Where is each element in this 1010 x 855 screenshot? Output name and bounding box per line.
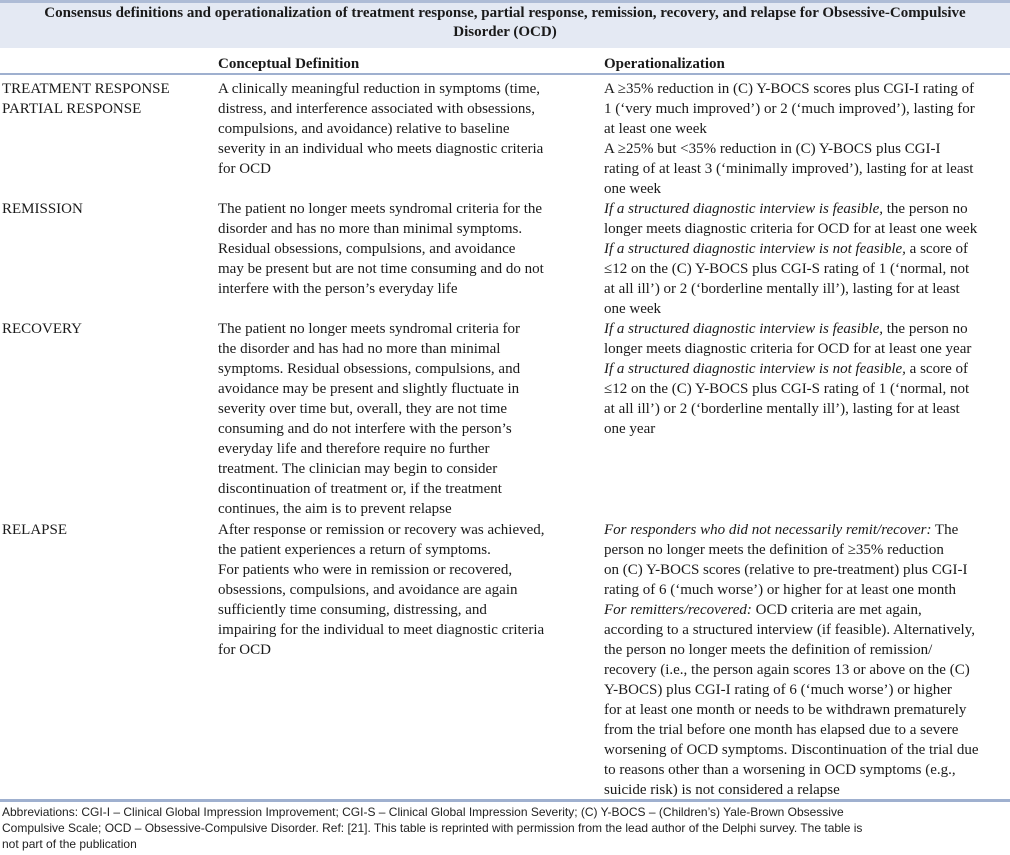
table-footnote: Abbreviations: CGI-I – Clinical Global Impression Improvement; CGI-S – Clinical Global Impression Severity; (C) Y-BOCS – (Children’s) Yale-Brown Obsessive Compulsive Scale; OCD – Obsessive-Compulsive Disorder. Ref: [21]. This table is reprinted with permission from the lead author of the Delphi survey. The table is not part of the publication	[2, 805, 863, 851]
table-title-line2: Disorder (OCD)	[453, 24, 557, 40]
header-conceptual-definition: Conceptual Definition	[218, 56, 360, 72]
row-remission-operationalization: If a structured diagnostic interview is feasible, the person no longer meets diagnostic criteria for OCD for at least one week If a structured diagnostic interview is not feasible, a score of ≤12 on the (C) Y-BOCS plus CGI-S rating of 1 (‘normal, not at all ill’) or 2 (‘borderline mentally ill’), lasting for at least one week	[604, 201, 978, 317]
row-relapse-operationalization: For responders who did not necessarily remit/recover: The person no longer meets the definition of ≥35% reduction on (C) Y-BOCS scores (relative to pre-treatment) plus CGI-I rating of 6 (‘much worse’) or higher for at least one month For remitters/recovered: OCD criteria are met again, according to a structured interview (if feasible). Alternatively, the person no longer meets the definition of remission/ recovery (i.e., the person again scores 13 or above on the (C) Y-BOCS) plus CGI-I rating of 6 (‘much worse’) or higher for at least one month or needs to be withdrawn prematurely from the trial before one month has elapsed due to a severe worsening of OCD symptoms. Discontinuation of the trial due to reasons other than a worsening in OCD symptoms (e.g., suicide risk) is not considered a relapse	[604, 522, 979, 798]
row-recovery-operationalization: If a structured diagnostic interview is feasible, the person no longer meets diagnostic criteria for OCD for at least one year If a structured diagnostic interview is not feasible, a score of ≤12 on the (C) Y-BOCS plus CGI-S rating of 1 (‘normal, not at all ill’) or 2 (‘borderline mentally ill’), lasting for at least one year	[604, 321, 972, 437]
row-label-relapse: RELAPSE	[2, 522, 68, 538]
row-response-operationalization: A ≥35% reduction in (C) Y-BOCS scores plus CGI-I rating of 1 (‘very much improved’) or 2 (‘much improved’), lasting for at least one week A ≥25% but <35% reduction in (C) Y-BOCS plus CGI-I rating of at least 3 (‘minimally improved’), lasting for at least one week	[604, 81, 975, 197]
row-response-definition: A clinically meaningful reduction in symptoms (time, distress, and interference associated with obsessions, compulsions, and avoidance) relative to baseline severity in an individual who meets diagnostic criteria for OCD	[218, 81, 544, 177]
row-relapse-definition: After response or remission or recovery was achieved, the patient experiences a return of symptoms. For patients who were in remission or recovered, obsessions, compulsions, and avoidance are again sufficiently time consuming, distressing, and impairing for the individual to meet diagnostic criteria for OCD	[218, 522, 545, 658]
table-title-line1: Consensus definitions and operationalization of treatment response, partial response, remission, recovery, and relapse for Obsessive-Compulsive	[44, 5, 966, 21]
row-label-recovery: RECOVERY	[2, 321, 83, 337]
table-bottom-rule	[0, 799, 1010, 802]
table-title	[0, 0, 1010, 48]
header-operationalization: Operationalization	[604, 56, 725, 72]
row-label-response: TREATMENT RESPONSE PARTIAL RESPONSE	[2, 81, 170, 117]
row-remission-definition: The patient no longer meets syndromal criteria for the disorder and has no more than minimal symptoms. Residual obsessions, compulsions, and avoidance may be present but are not time consuming and do not interfere with the person’s everyday life	[218, 201, 544, 297]
row-recovery-definition: The patient no longer meets syndromal criteria for the disorder and has had no more than minimal symptoms. Residual obsessions, compulsions, and avoidance may be present and slightly fluctuate in severity over time but, overall, they are not time consuming and do not interfere with the person’s everyday life and therefore require no further treatment. The clinician may begin to consider discontinuation of treatment or, if the treatment continues, the aim is to prevent relapse	[218, 321, 521, 517]
table-header	[0, 48, 1010, 75]
row-label-remission: REMISSION	[2, 201, 83, 217]
